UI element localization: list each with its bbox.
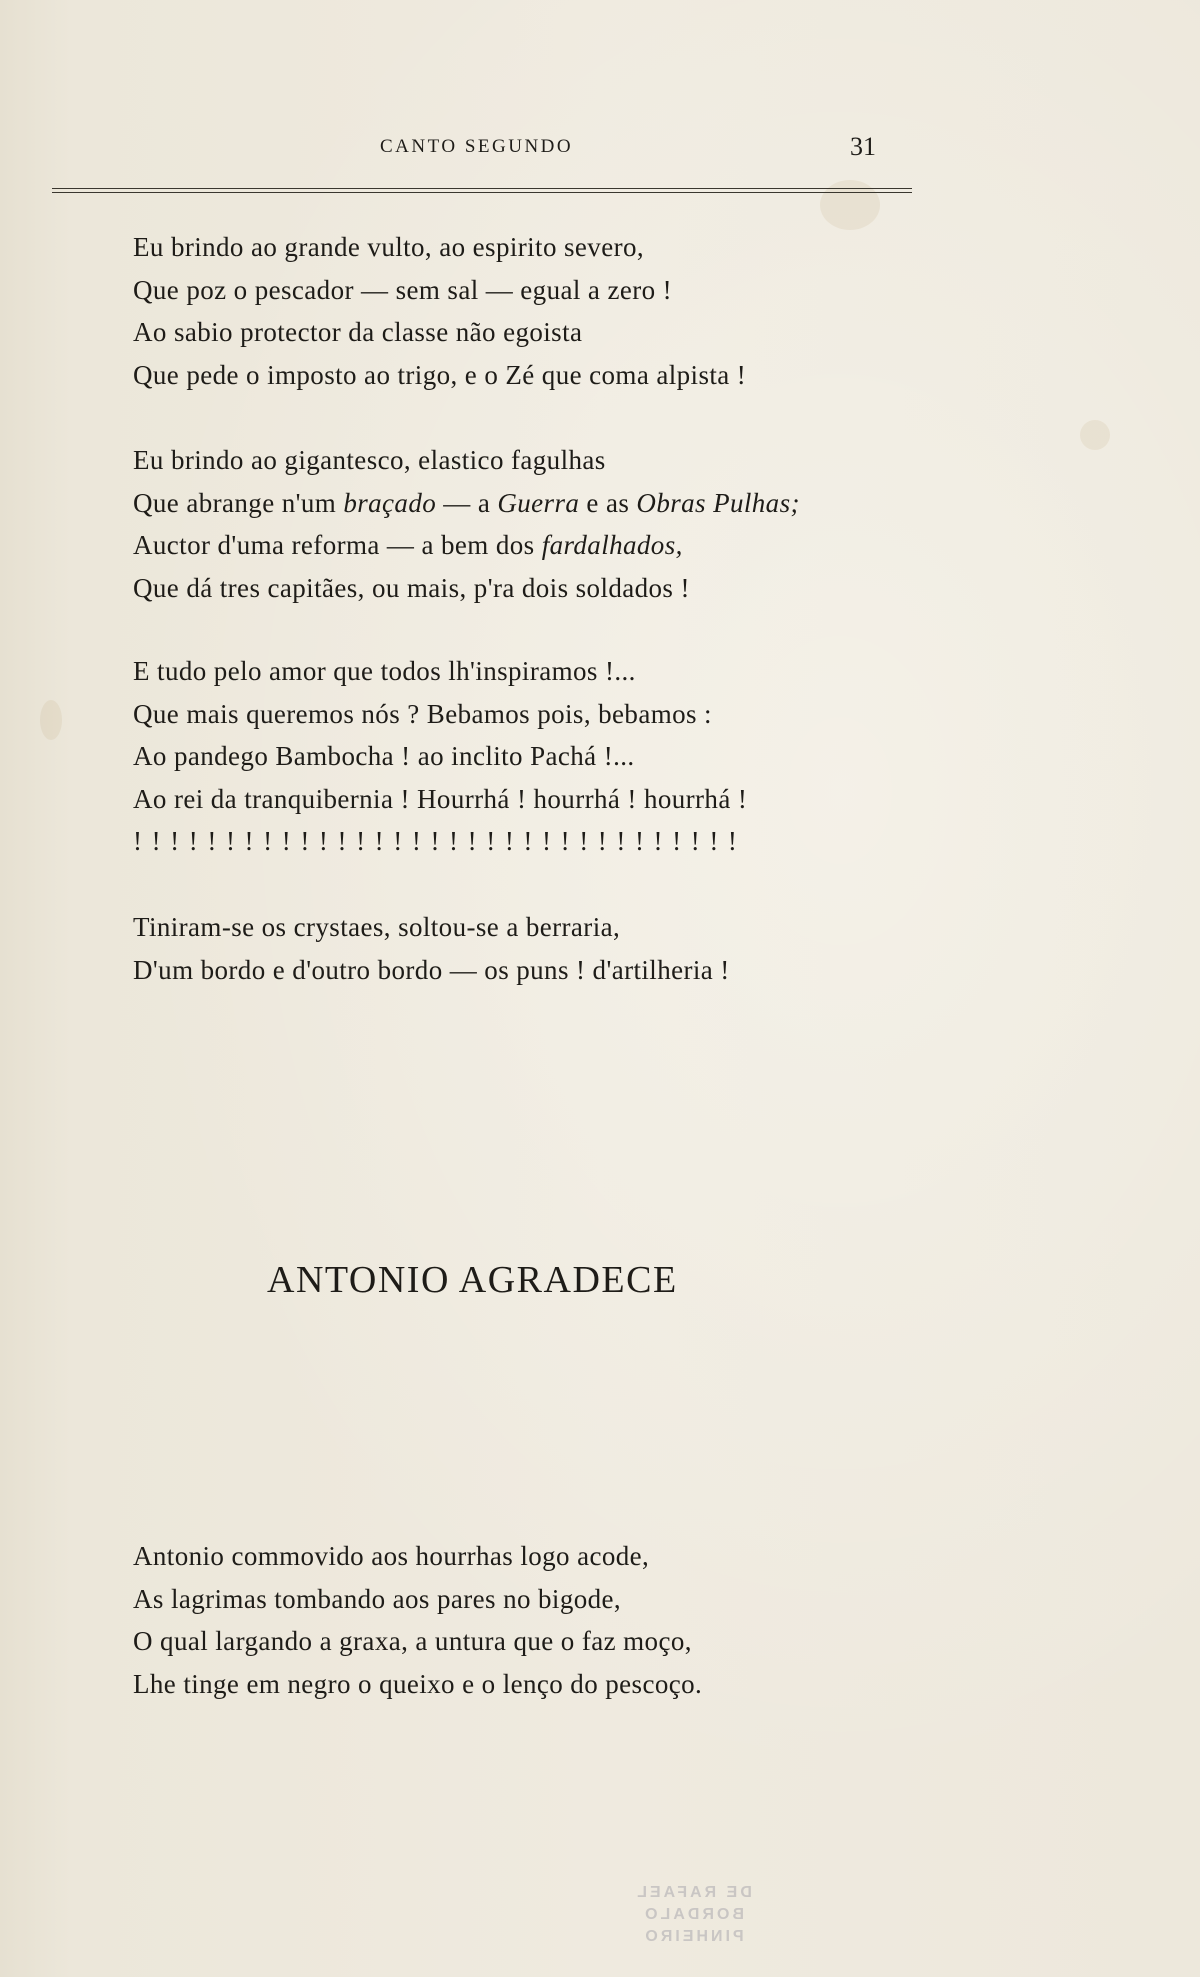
verse-line: Lhe tinge em negro o queixo e o lenço do pescoço. [133, 1668, 703, 1699]
verse-text: e as [579, 487, 637, 518]
verse-line: E tudo pelo amor que todos lh'inspiramos !... [133, 656, 636, 686]
verse-line: Ao sabio protector da classe não egoista [133, 317, 583, 347]
stanza-2 [133, 439, 933, 609]
page-number: 31 [850, 132, 876, 161]
verse-line [133, 439, 933, 482]
section-title: ANTONIO AGRADECE [267, 1259, 678, 1301]
stanza-4 [133, 906, 933, 991]
stamp-text: BORDALO PINHEIRO [642, 1906, 744, 1945]
stamp-text: DE RAFAEL [634, 1884, 752, 1901]
verse-italic-text: fardalhados, [541, 530, 683, 560]
verse-text: — a [436, 487, 498, 518]
exclamation-row: !!!!!!!!!!!!!!!!!!!!!!!!!!!!!!!!! [133, 826, 747, 856]
running-head [0, 132, 1200, 162]
verse-line: Tiniram-se os crystaes, soltou-se a berraria, [133, 912, 621, 942]
verse-italic-text: braçado [343, 487, 437, 518]
verse-line [133, 482, 933, 525]
verse-line: O qual largando a graxa, a untura que o faz moço, [133, 1626, 692, 1656]
verse-line: D'um bordo e d'outro bordo — os puns ! d'artilheria ! [133, 954, 730, 985]
verse-line: Que mais queremos nós ? Bebamos pois, bebamos : [133, 698, 712, 729]
header-double-rule [52, 188, 912, 193]
verse-text: Que dá tres capitães, ou mais, p'ra dois soldados ! [133, 572, 690, 603]
verse-text: Eu brindo ao gigantesco, elastico fagulhas [133, 445, 606, 475]
paper-stain [1080, 420, 1110, 450]
verse-line: Ao rei da tranquibernia ! Hourrhá ! hourrhá ! hourrhá ! [133, 783, 748, 814]
stanza-5 [133, 1535, 933, 1705]
paper-stain [40, 700, 62, 740]
verse-text: Que abrange n'um [133, 487, 344, 518]
library-stamp [598, 1882, 788, 1945]
verse-text: Auctor d'uma reforma — a bem dos [133, 530, 542, 560]
verse-line: Antonio commovido aos hourrhas logo acode, [133, 1541, 650, 1571]
verse-line: Que pede o imposto ao trigo, e o Zé que coma alpista ! [133, 359, 747, 390]
verse-line: As lagrimas tombando aos pares no bigode, [133, 1583, 622, 1614]
stanza-3 [133, 650, 933, 863]
verse-line [133, 524, 933, 567]
stanza-1 [133, 226, 933, 396]
verse-line: Que poz o pescador — sem sal — egual a zero ! [133, 274, 673, 305]
verse-italic-text: Obras Pulhas; [636, 487, 800, 518]
verse-line: Ao pandego Bambocha ! ao inclito Pachá !... [133, 741, 635, 771]
running-title: CANTO SEGUNDO [380, 136, 574, 157]
verse-italic-text: Guerra [497, 487, 580, 518]
verse-line: Eu brindo ao grande vulto, ao espirito severo, [133, 232, 645, 262]
verse-line [133, 567, 933, 610]
